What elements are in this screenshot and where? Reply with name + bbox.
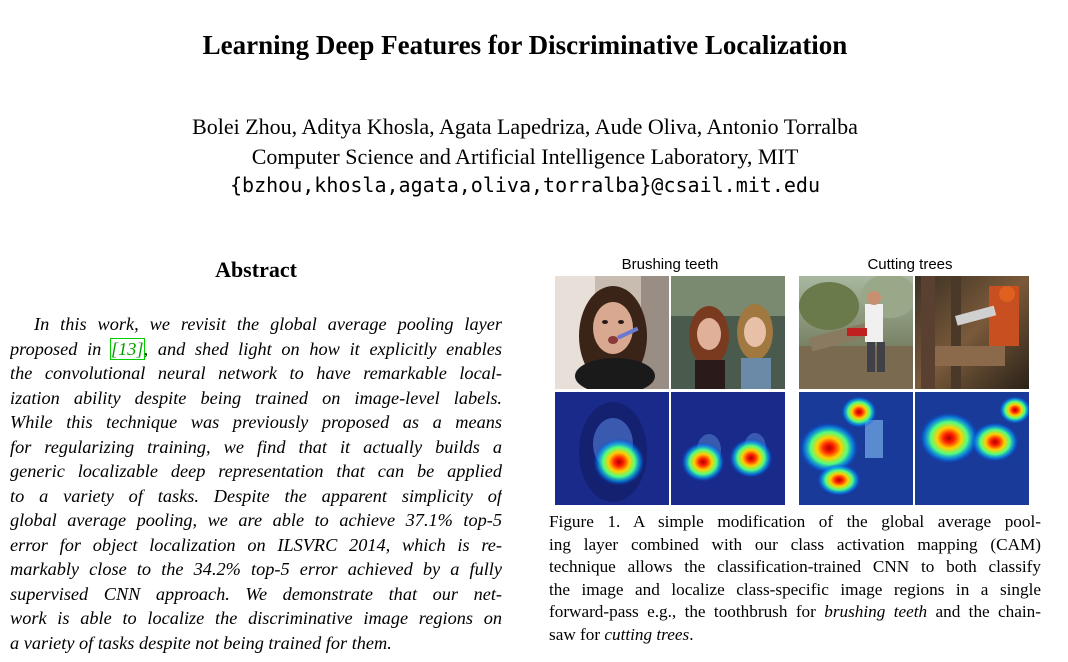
caption-line: saw for cutting trees. — [549, 624, 694, 644]
abstract-line: supervised CNN approach. We demonstrate that our net- — [10, 583, 502, 604]
abstract-line: In this work, we revisit the global average pooling layer — [34, 314, 502, 334]
cam-brushing-teeth-1 — [555, 392, 669, 505]
abstract-heading: Abstract — [215, 257, 297, 282]
abstract-line: global average pooling, we are able to achieve 37.1% top-5 — [10, 510, 502, 530]
caption-line: Figure 1. A simple modification of the global average pool- — [549, 512, 1041, 531]
affiliation: Computer Science and Artificial Intelligence Laboratory, MIT — [251, 144, 799, 169]
abstract-line: While this technique was previously proposed as a means — [10, 412, 502, 432]
citation-link[interactable]: [13] — [111, 338, 144, 359]
image-brushing-teeth-2 — [671, 276, 785, 389]
abstract-line: generic localizable deep representation that can be applied — [10, 461, 502, 481]
image-brushing-teeth-1 — [555, 276, 669, 389]
abstract-line: proposed in [13], and shed light on how it explicitly enables — [10, 338, 502, 359]
cam-cutting-trees-1 — [799, 392, 913, 505]
caption-line: technique allows the classification-trained CNN to both classify — [549, 557, 1041, 577]
caption-line: forward-pass e.g., the toothbrush for brushing teeth and the chain- — [549, 602, 1041, 622]
figure-column-label-brushing: Brushing teeth — [621, 256, 719, 273]
figure-1-caption — [549, 511, 1041, 647]
caption-line: the image and localize class-specific image regions in a single — [549, 579, 1041, 599]
figure-1 — [553, 273, 1040, 507]
image-cutting-trees-2 — [915, 276, 1029, 389]
abstract-line: markably close to the 34.2% top-5 error achieved by a fully — [10, 559, 502, 579]
abstract-line: ization ability despite being trained on image-level labels. — [10, 387, 502, 408]
cam-cutting-trees-2 — [915, 392, 1029, 505]
cam-brushing-teeth-2 — [671, 392, 785, 505]
abstract-line: the convolutional neural network to have remarkable local- — [10, 363, 502, 383]
abstract-line: a variety of tasks despite not being trained for them. — [10, 632, 392, 653]
abstract-line: to a variety of tasks. Despite the apparent simplicity of — [10, 485, 502, 506]
email-list: {bzhou,khosla,agata,oliva,torralba}@csail.mit.edu — [229, 173, 820, 197]
paper-title: Learning Deep Features for Discriminative Localization — [202, 30, 848, 60]
abstract-line: work is able to localize the discriminative image regions on — [10, 608, 502, 628]
abstract-body — [10, 312, 502, 655]
figure-column-label-cutting: Cutting trees — [867, 256, 953, 273]
author-list: Bolei Zhou, Aditya Khosla, Agata Lapedriza, Aude Oliva, Antonio Torralba — [192, 114, 858, 139]
abstract-line: error for object localization on ILSVRC 2014, which is re- — [10, 534, 502, 555]
abstract-line: for regularizing training, we find that it actually builds a — [10, 436, 502, 457]
image-cutting-trees-1 — [799, 276, 913, 389]
caption-line: ing layer combined with our class activation mapping (CAM) — [549, 534, 1041, 554]
